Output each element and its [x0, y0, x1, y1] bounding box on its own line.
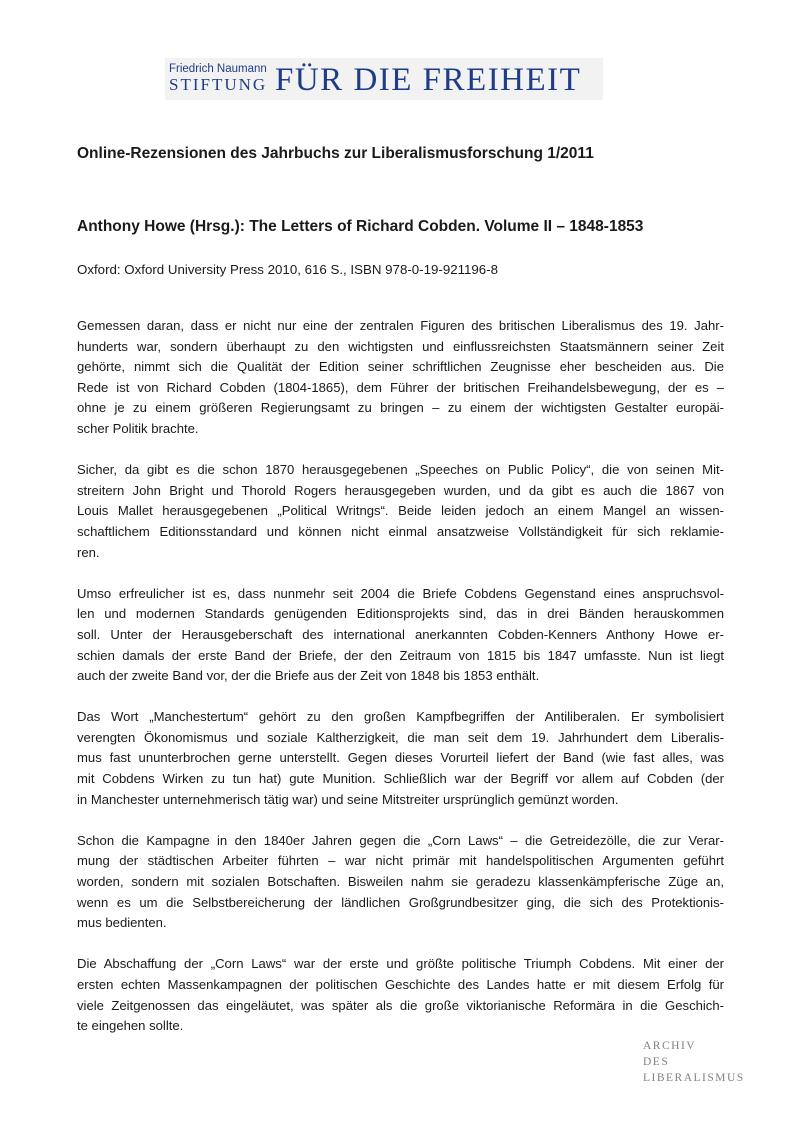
text-line: Das Wort „Manchestertum“ gehört zu den großen Kampfbegriffen der Antiliberalen. Er symbolisiert	[77, 709, 724, 725]
text-line: Louis Mallet herausgegebenen „Political Writngs“. Beide leiden jedoch an einem Mangel an wissen-	[77, 503, 724, 519]
review-body	[77, 316, 724, 1057]
paragraph	[77, 460, 724, 563]
logo-claim: FÜR DIE FREIHEIT	[275, 62, 582, 98]
text-line: ren.	[77, 544, 100, 560]
archive-logo	[643, 1038, 745, 1086]
text-line: scher Politik brachte.	[77, 420, 199, 436]
text-line: verengten Ökonomismus und soziale Kaltherzigkeit, die man seit dem 19. Jahrhundert dem Liberalis-	[77, 729, 724, 745]
text-line: Umso erfreulicher ist es, dass nunmehr seit 2004 die Briefe Cobdens Gegenstand eines anspruchsvol-	[77, 585, 724, 601]
book-title: Anthony Howe (Hrsg.): The Letters of Richard Cobden. Volume II – 1848-1853	[77, 218, 644, 235]
text-line: soll. Unter der Herausgeberschaft des international anerkannten Cobden-Kenners Anthony Howe er-	[77, 626, 724, 642]
text-line: mung der städtischen Arbeiter führten – war nicht primär mit handelspolitischen Argumenten geführt	[77, 853, 724, 869]
series-title: Online-Rezensionen des Jahrbuchs zur Liberalismusforschung 1/2011	[77, 145, 594, 162]
logo-wordmark-left	[169, 62, 269, 94]
paragraph	[77, 707, 724, 810]
text-line: viele Zeitgenossen das eingeläutet, was später als die große viktorianische Reformära in die Geschich-	[77, 997, 724, 1013]
text-line: auch der zweite Band vor, der die Briefe aus der Zeit von 1848 bis 1853 enthält.	[77, 668, 540, 684]
text-line: ersten echten Massenkampagnen der politischen Geschichte des Landes hatte er mit diesem Erfolg für	[77, 977, 724, 992]
paragraph	[77, 954, 724, 1036]
paragraph	[77, 831, 724, 934]
foundation-logo	[165, 58, 603, 100]
text-line: mus fast ununterbrochen gerne unterstellt. Gegen dieses Vorurteil liefert der Band (wie fast alles, was	[77, 750, 724, 766]
text-line: schaftlichem Editionsstandard und können nicht einmal ansatzweise Vollständigkeit für sich reklamie-	[77, 523, 724, 539]
text-line: streitern John Bright und Thorold Rogers herausgegeben wurden, und da gibt es auch die 1867 von	[77, 482, 724, 498]
text-line: mit Cobdens Wirken zu tun hat) gute Munition. Schließlich war der Begriff vor allem auf Cobden (der	[77, 771, 724, 787]
text-line: Gemessen daran, dass er nicht nur eine der zentralen Figuren des britischen Liberalismus des 19. Jahr-	[77, 318, 724, 333]
text-line: Die Abschaffung der „Corn Laws“ war der erste und größte politische Triumph Cobdens. Mit einer der	[77, 956, 724, 972]
text-line: worden, sondern mit sozialen Botschaften. Bisweilen nahm sie geradezu klassenkämpferische Züge an,	[77, 874, 724, 890]
text-line: ohne je zu einem größeren Regierungsamt zu bringen – zu einem der wichtigsten Gestalter europäi-	[77, 400, 724, 416]
archive-logo-line: LIBERALISMUS	[643, 1072, 745, 1084]
text-line: Rede ist von Richard Cobden (1804-1865), dem Führer der britischen Freihandelsbewegung, der es –	[77, 379, 724, 395]
text-line: Schon die Kampagne in den 1840er Jahren gegen die „Corn Laws“ – die Getreidezölle, die zur Verar-	[77, 832, 724, 848]
archive-logo-line: ARCHIV	[643, 1040, 697, 1052]
publication-info: Oxford: Oxford University Press 2010, 616 S., ISBN 978-0-19-921196-8	[77, 262, 499, 277]
text-line: te eingehen sollte.	[77, 1018, 184, 1034]
text-line: in Manchester unternehmerisch tätig war) und seine Mitstreiter ursprünglich gemünzt worden.	[77, 791, 619, 807]
text-line: wenn es um die Selbstbereicherung der ländlichen Großgrundbesitzer ging, die sich des Protektionis-	[77, 894, 724, 910]
text-line: gehörte, nimmt sich die Qualität der Edition seiner schriftlichen Zeugnisse eher bescheiden aus. Die	[77, 359, 724, 375]
text-line: Sicher, da gibt es die schon 1870 herausgegebenen „Speeches on Public Policy“, die von seinen Mit-	[77, 462, 724, 478]
text-line: hunderts war, sondern überhaupt zu den wichtigsten und einflussreichsten Staatsmännern seiner Zeit	[77, 338, 724, 354]
archive-logo-line: DES	[643, 1056, 670, 1068]
logo-stiftung: STIFTUNG	[169, 75, 268, 94]
paragraph	[77, 316, 724, 440]
text-line: len und modernen Standards genügenden Editionsprojekts sind, das in drei Bänden herauskommen	[77, 606, 724, 622]
text-line: schien damals der erste Band der Briefe, der den Zeitraum von 1815 bis 1847 umfasste. Nun ist liegt	[77, 647, 724, 663]
text-line: mus bedienten.	[77, 915, 167, 931]
paragraph	[77, 584, 724, 687]
logo-foundation-name: Friedrich Naumann	[169, 63, 267, 75]
